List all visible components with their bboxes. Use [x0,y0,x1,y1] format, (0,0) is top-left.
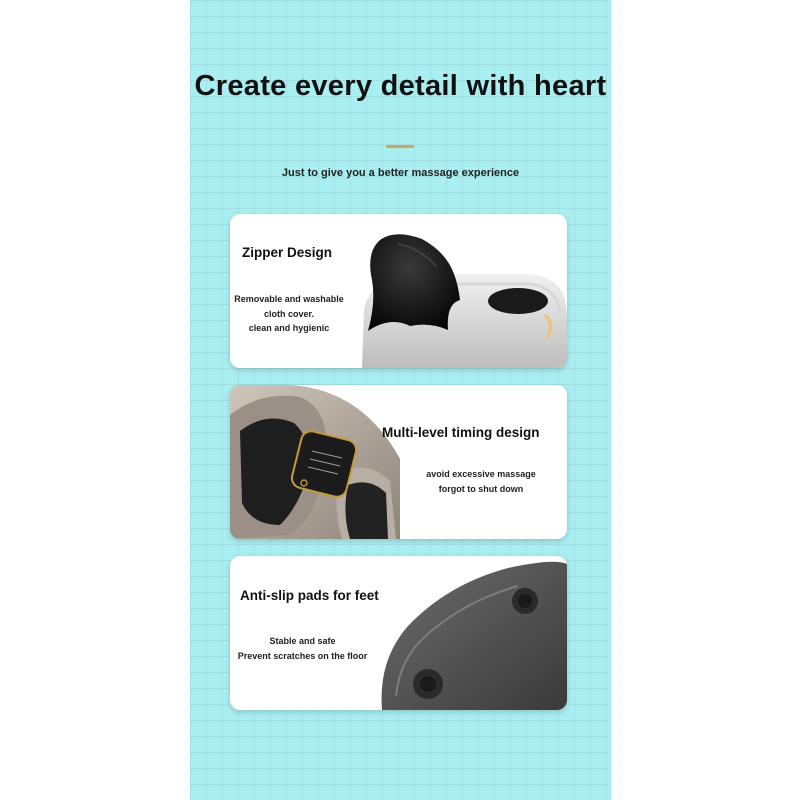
subtitle: Just to give you a better massage experience [281,167,520,179]
feature-line: clean and hygienic [248,323,330,333]
feature-line: forgot to shut down [438,483,524,494]
feature-title: Multi-level timing design [382,425,540,440]
accent-divider [386,145,414,148]
feature-title: Zipper Design [242,245,333,260]
massager-cloth-cover-image [350,214,567,368]
feature-line: cloth cover. [263,308,315,319]
headline: Create every detail with heart [194,70,607,102]
feature-line: avoid excessive massage [426,469,536,479]
feature-description [230,292,348,336]
feature-description [406,467,556,496]
feature-line: Stable and safe [269,636,336,646]
massager-control-panel-image [230,385,400,539]
feature-card-antislip [230,556,567,710]
feature-card-zipper [230,214,567,368]
product-detail-panel [190,0,611,800]
feature-card-timing [230,385,567,539]
feature-line: Removable and washable [234,294,344,304]
feature-title: Anti-slip pads for feet [240,588,379,603]
massager-bottom-pads-image [378,556,567,710]
feature-line: Prevent scratches on the floor [237,650,368,661]
feature-description [230,634,375,663]
